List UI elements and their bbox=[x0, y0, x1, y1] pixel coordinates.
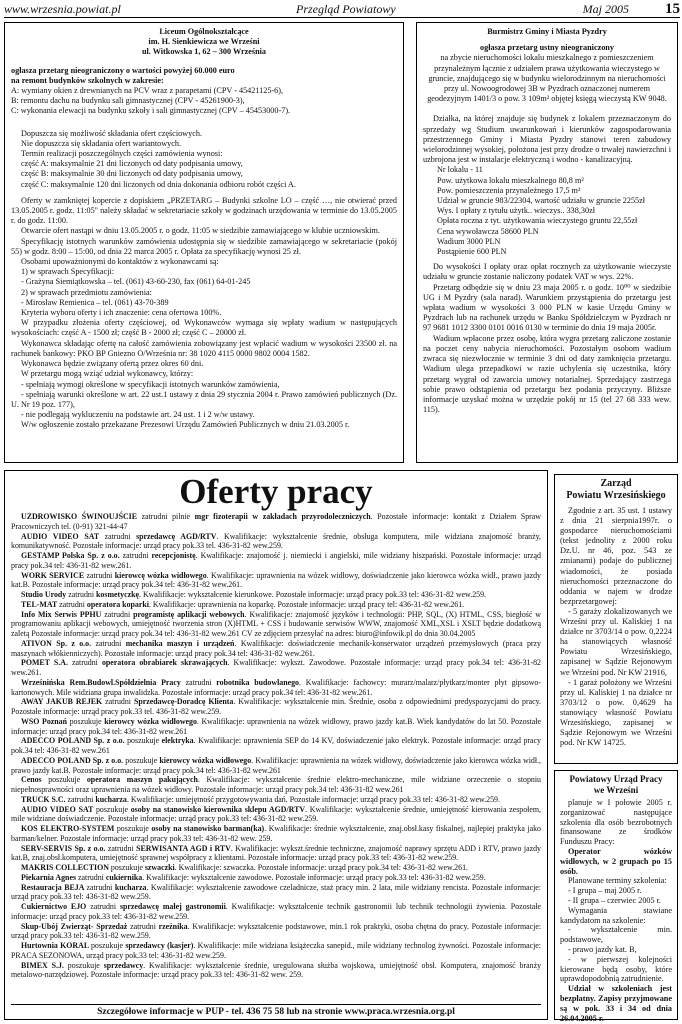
tender-text: Osobami upoważnionymi do kontaktów z wykonawcami są: bbox=[21, 257, 219, 267]
job-offer-item: ADECCO POLAND Sp. z o.o. poszukuje elektryka. Kwalifikacje: uprawnienia SEP do 14 KV, doświadczenie jako elektryk. Pozostałe informacje: urząd pracy pok.34 tel: 436-31-82 wew.261 bbox=[11, 736, 541, 755]
fact-line: Cena wywoławcza 58600 PLN bbox=[437, 226, 539, 236]
tender-text: Specyfikację istotnych warunków zamówienia udostępnia się w siedzibie zamawiającego w sekretariacie (pokój 55) w godz. 8:00 – 15:00, od dnia 22 marca 2005 r. Opłata za specyfikację wynosi 25 zł. bbox=[11, 236, 397, 256]
tender-text: 1) w sprawach Specyfikacji: bbox=[21, 267, 114, 277]
job-offer-item: WSO Poznań poszukuje kierowcy wózka widłowego. Kwalifikacje: uprawnienia na wózek widłowy, prawo jazdy kat.B. Wiek kandydatów do lat 50. Pozostałe informacje: urząd pracy pok.34 tel: 436-31-82 wew.261 bbox=[11, 716, 542, 736]
tender-text: Otwarcie ofert nastąpi w dniu 13.05.2005 r. o godz. 11:05 w siedzibie zamawiającego w klubie uczniowskim. bbox=[21, 226, 380, 236]
job-offer-item: KOS ELEKTRO-SYSTEM poszukuje osoby na stanowisko barman(ka). Kwalifikacje: średnie wykształcenie, znaj.obsł.kasy fiskalnej, najlepiej praktyka jako barman/kelner. Pozostałe informacje: urząd pracy pok.33 tel: 436-31-82 wew. 259. bbox=[11, 824, 541, 843]
urzad-paragraph: - wykształcenie min. podstawowe, bbox=[560, 925, 672, 945]
job-offer-item: Piekarnia Agnes zatrudni cukiernika. Kwalifikacje: wykształcenie zawodowe. Pozostałe informacje: urząd pracy pok.33 tel: 436-31-82 wew.259. bbox=[21, 872, 486, 882]
tender-text: W przypadku złożenia oferty częściowej, od Wykonawców wymaga się wpłaty wadium w następujących wysokościach: część A - 1500 zł; część B - 2000 zł; część C – 20000 zł. bbox=[11, 318, 397, 338]
zarzad-text bbox=[560, 506, 672, 748]
job-offers-title: Oferty pracy bbox=[179, 472, 373, 511]
tender-text: Kryteria wyboru oferty i ich znaczenie: cena ofertowa 100%. bbox=[21, 308, 222, 318]
page-number: 15 bbox=[665, 1, 680, 17]
notice-right-lead: na zbycie nieruchomości lokalu mieszkalnego z pomieszczeniem przynależnym łącznie z udziałem prawa użytkowania wieczystego w gruncie, znajdującego się w budynku wielorodzinnym na nieruchomości przy ul. Nowoogrodowej 3B w Pyzdrach oznaczonej numerem geodezyjnym 1401/3 o pow. 3 109m² objętej księgą wieczystą KW 9048. bbox=[427, 53, 667, 104]
tender-text: Oferty w zamkniętej kopercie z dopiskiem „PRZETARG – Budynki szkolne LO – część …, nie otwierać przed 13.05.2005 r. godz. 11:05" należy składać w sekretariacie szkoły w godzinach urzędowania w terminie do 13.05.2005 r. do godz. 11:00. bbox=[11, 195, 397, 226]
fact-line: Wadium 3000 PLN bbox=[437, 236, 501, 246]
school-address: ul. Witkowska 1, 62 – 300 Września bbox=[141, 47, 267, 57]
fact-line: Nr lokalu - 11 bbox=[437, 165, 483, 175]
notice-right-paragraph: Działka, na której znajduje się budynek z lokalem przeznaczonym do sprzedaży wg Studium uwarunkowań i kierunków zagospodarowania przestrzennego Gminy i Miasta Pyzdry stanowi teren zabudowy wielorodzinnej wysokiej, położona jest przy drodze o trwałej nawierzchni i uzbrojona jest w instalacje elektryczną i wodno - kanalizacyjną. bbox=[423, 114, 671, 165]
job-offer-item: AWAY JAKUB REJEK zatrudni Sprzedawcę-Doradcę Klienta. Kwalifikacje: wykształcenie min. Średnie, osoba z odpowiednimi predyspozycjami do pracy. Pozostałe informacje: urząd pracy pok.33 tel. 436-31-82 wew.259. bbox=[11, 697, 542, 716]
fact-line: Postąpienie 600 PLN bbox=[437, 247, 507, 257]
zarzad-title-line: Zarząd bbox=[600, 478, 632, 489]
job-offer-item: MAKRIS COLLECTION poszukuje szwaczki. Kwalifikacje: szwaczka. Pozostałe informacje: urząd pracy pok.34 tel: 436-31-82 wew.261. bbox=[21, 863, 468, 872]
job-offer-item: Info Mix Serwis PPHU zatrudni programistę aplikacji webowych. Kwalifikacje: znajomość języków i technologii: PHP, SQL, (X) HTML, CSS, biegłość w programowaniu aplikacji webowych, umiejętność tworzenia stron (X)HTML + CSS i budowanie serwisów WWW, znajomość XML,XSL i XSLT będzie dodatkową zaletą Pozostałe informacje: urząd pracy pok.34 tel: 436-31-82 wew.261 CV ze zdjęciem przesyłać na adres: biuro@infowik.pl do dnia 30.04.2005 bbox=[11, 609, 542, 638]
tender-part-a: A: wymiany okien z drewnianych na PCV wraz z parapetami (CPV - 45421125-6), bbox=[11, 86, 284, 96]
tender-text: Dopuszcza się możliwość składania ofert częściowych. bbox=[21, 128, 202, 138]
tender-text: W przetargu mogą wziąć udział wykonawcy, którzy: bbox=[21, 369, 194, 379]
zarzad-notice bbox=[554, 474, 678, 764]
tender-text: 2) w sprawach przedmiotu zamówienia: bbox=[21, 287, 152, 297]
job-offers-footer: Szczegółowe informacje w PUP - tel. 436 75 58 lub na stronie www.praca.wrzesnia.org.pl bbox=[11, 1004, 541, 1017]
urzad-paragraph: - I grupa – maj 2005 r. bbox=[568, 886, 642, 896]
urzad-paragraph: planuje w I połowie 2005 r. zorganizować następujące szkolenia dla osób bezrobotnych finansowane ze środków Funduszu Pracy: bbox=[560, 798, 672, 847]
job-offer-item: TRUCK S.C. zatrudni kucharza. Kwalifikacje: umiejętność przygotowywania dań. Pozostałe informacje: urząd pracy pok.33 tel: 436-31-82 wew.259. bbox=[21, 794, 500, 804]
tender-text: część A: maksymalnie 21 dni liczonych od daty podpisania umowy, bbox=[21, 159, 243, 169]
job-offer-item: SERV-SERVIS Sp. z o.o. zatrudni SERWISANTA AGD i RTV. Kwalifikacje: wykszt.średnie techniczne, znajomość naprawy sprzętu ADD i RTV, prawo jazdy kat.B, znaj.obsł.komputera, umiejętność sprawnej współpracy z klientami. Pozostałe informacje: urząd pracy pok.33 tel: 436-31-82 wew.259. bbox=[11, 843, 541, 863]
notice-right-paragraph: Do wysokości I opłaty oraz opłat rocznych za użytkowanie wieczyste udziału w gruncie zostanie naliczony podatek VAT w wys. 22%. bbox=[423, 262, 671, 282]
notice-lo-tender bbox=[4, 22, 404, 463]
urzad-pracy-notice bbox=[554, 770, 678, 1023]
zarzad-title bbox=[560, 478, 672, 502]
notice-right-paragraph: Wadium wpłacone przez osobę, która wygra przetarg zaliczone zostanie na poczet ceny nabycia nieruchomości. Pozostałym osobom wadium zwraca się niezwłocznie w terminie 3 dni od daty zamknięcia przetargu. Wadium ulega przepadkowi w razie uchylenia się uczestnika, który przetarg wygrał od zawarcia umowy notarialnej. Sprzedający zastrzega sobie prawo odstąpienia od przetargu bez podania przyczyny. Bliższe informacje uzyskać można w urzędzie pokój nr 15 (tel 27 68 333 wew. 115). bbox=[423, 333, 671, 415]
urzad-paragraph: - w pierwszej kolejności kierowane będą osoby, które uprawdopodobnią zatrudnienie. bbox=[560, 954, 672, 984]
header-publication: Przegląd Powiatowy bbox=[296, 2, 396, 16]
job-offer-item: GESTAMP Polska Sp. z o.o. zatrudni recepcjonistę. Kwalifikacje: znajomość j. niemiecki i angielski, mile widziany hiszpański. Pozostałe informacje: urząd pracy pok.34 tel: 436-31-82 wew.261. bbox=[11, 551, 542, 570]
tender-part-c: C: wykonania elewacji na budynku szkoły i sali gimnastycznej (CPV – 45453000-7). bbox=[11, 106, 291, 116]
school-patron: im. H. Sienkiewicza we Wrześni bbox=[148, 37, 260, 47]
urzad-title-line: Powiatowy Urząd Pracy bbox=[569, 774, 663, 784]
job-offer-item: Cukiernictwo EJO zatrudni sprzedawcę małej gastronomii. Kwalifikacje: wykształcenie technik gastronomii lub technik technologii żywienia. Pozostałe informacje: urząd pracy pok.33 tel: 436-31-82 wew.259. bbox=[11, 902, 541, 921]
header-month: Maj 2005 bbox=[582, 2, 629, 16]
notice-pyzdry-tender bbox=[416, 22, 678, 463]
urzad-text bbox=[560, 798, 672, 1023]
job-offer-item: ADECCO POLAND Sp. z o.o. poszukuje kierowcy wózka widłowego. Kwalifikacje: uprawnienia na wózek widłowy, doświadczenie jako kierowca wózka widł., prawo jazdy kat.B. Pozostałe informacje: urząd pracy pok.34 tel: 436-31-82 wew.261 bbox=[11, 755, 541, 775]
fact-line: Pow. pomieszczenia przynależnego 17,5 m² bbox=[437, 185, 581, 195]
header-right bbox=[583, 1, 680, 18]
fact-line: Wys. I opłaty z tytułu użytk.. wieczys.. 338,30zł bbox=[437, 206, 595, 216]
tender-text: Wykonawca składając ofertę na całość zamówienia zobowiązany jest wpłacić wadium w wysokości 23500 zł. na rachunek bankowy: PKO BP Gniezno O/Września nr: 38 1020 4115 0000 9802 0004 1582. bbox=[11, 338, 397, 358]
tender-text: - nie podlegają wykluczeniu na podstawie art. 24 ust. 1 i 2 w/w ustawy. bbox=[21, 410, 255, 420]
urzad-paragraph: Wymagania stawiane kandydatom na szkolenie: bbox=[560, 905, 672, 925]
urzad-paragraph: - II grupa – czerwiec 2005 r. bbox=[568, 895, 661, 905]
job-offer-item: Studio Urody zatrudni kosmetyczkę. Kwalifikacje: wykształcenie kierunkowe. Pozostałe informacje: urząd pracy pok.33 tel: 436-31-82 wew.259. bbox=[21, 590, 486, 599]
urzad-title bbox=[560, 774, 672, 796]
job-offer-item: UZDROWISKO ŚWINOUJŚCIE zatrudni pilnie mgr fizoterapii w zakładach przyrodoleczniczych. Pozostałe informacje: kontakt z Działem Spraw Pracowniczych tel. (0-91) 321-44-47 bbox=[11, 512, 541, 531]
fact-line: Pow. użytkowa lokalu mieszkalnego 80,8 m² bbox=[437, 175, 584, 185]
job-offer-item: Hurtownia KORAL poszukuje sprzedawcy (kasjer). Kwalifikacje: mile widziana książeczka sanepid., mile widziany technolog żywności. Pozostałe informacje: PRACA SEZONOWA, urząd pracy pok.33 tel: 436-31-82 wew.259. bbox=[11, 941, 542, 960]
zarzad-paragraph: - 5 garaży zlokalizowanych we Wrześni przy ul. Kaliskiej 1 na działce nr 3703/14 o pow. 0,2224 ha stanowiących własność Powiatu Wrzesińskiego, zapisanej w Sądzie Rejonowym we Wrześni pod. Nr KW 21916, bbox=[560, 606, 672, 677]
fact-line: Opłata roczna z tyt. użytkowania wieczystego gruntu 22,55zł bbox=[437, 216, 638, 226]
job-offer-item: AUDIO VIDEO SAT poszukuje osoby na stanowisko kierownika sklepu AGD/RTV. Kwalifikacje: wykształcenie średnie, umiejętność kierowania zespołem, mile widziane doświadczenie. Pozostałe informacje: urząd pracy pok.33 tel: 436-31-82 wew.259. bbox=[11, 804, 541, 824]
job-offer-item: WORK SERVICE zatrudni kierowcę wózka widłowego. Kwalifikacje: uprawnienia na wózek widłowy, doświadczenie jako kierowca wózka widł., prawo jazdy kat.B. Pozostałe informacje: urząd pracy pok.34 tel: 436-31-82 wew.261. bbox=[11, 570, 541, 590]
job-offer-item: ATIVON Sp. z o.o. zatrudni mechanika maszyn i urządzeń. Kwalifikacje: doświadczenie mechanik-konserwator urządzeń przemysłowych (praca przy maszynach włókienniczych). Pozostałe informacje: urząd pracy pok.34 tel: 436-31-82 wew.261. bbox=[11, 638, 541, 658]
school-name: Liceum Ogólnokształcące bbox=[159, 27, 249, 36]
urzad-paragraph: Operator wózków widłowych, w 2 grupach po 15 osób. bbox=[560, 846, 672, 876]
urzad-paragraph: Udział w szkoleniach jest bezpłatny. Zapisy przyjmowane są w pok. 33 i 34 od dnia 26.04.2005 r. bbox=[560, 984, 672, 1023]
job-offers-section bbox=[4, 470, 548, 1020]
tender-scope: na remont budynków szkolnych w zakresie: bbox=[11, 75, 164, 85]
tender-text: - Grażyna Siemiątkowska – tel. (061) 43-60-230, fax (061) 64-01-245 bbox=[21, 277, 251, 287]
zarzad-paragraph: - 1 garaż położony we Wrześni przy ul. Kaliskiej 1 na działce nr 3703/12 o pow. 0,4629 ha stanowiący własność Powiatu Wrzesińskiego, zapisanej w Sądzie Rejonowym we Wrześni pod. Nr KW 14725. bbox=[560, 677, 672, 748]
tender-text: W/w ogłoszenie zostało przekazane Prezesowi Urzędu Zamówień Publicznych w dniu 21.03.2005 r. bbox=[21, 420, 350, 430]
zarzad-paragraph: Zgodnie z art. 35 ust. 1 ustawy z dnia 21 sierpnia1997r. o gospodarce nieruchomościami (tekst jednolity z 2000 roku Dz.U. nr 46, poz. 543 ze zmianami) podaje do publicznej wiadomości, że posiada nieruchomości przeznaczone do oddania w najem w drodze bezprzetargowej: bbox=[560, 506, 672, 606]
job-offer-item: Cenos poszukuje operatora maszyn pakujących. Kwalifikacje: wykształcenie średnie elektro-mechaniczne, mile widziane orzeczenie o stopniu niepełnosprawności oraz uprawnienia na wózek widłowy. Pozostałe informacje: urząd pracy pok.34 tel: 436-31-82 wew.261 bbox=[11, 775, 542, 794]
notice-right-title: Burmistrz Gminy i Miasta Pyzdry bbox=[487, 27, 607, 36]
property-facts bbox=[423, 165, 671, 257]
job-offers-list bbox=[11, 512, 541, 980]
header-url: www.wrzesnia.powiat.pl bbox=[4, 2, 121, 16]
tender-text: część C: maksymalnie 120 dni liczonych od dnia dokonania odbioru robót części A. bbox=[21, 179, 296, 189]
job-offer-item: BIMEX S.J. poszukuje sprzedawcy. Kwalifikacje: wykształcenie średnie, uregulowana służba wojskowa, umiejętność obsł. Komputera, znajomość branży metalowo-narzędziowej. Pozostałe informacje: urząd pracy pok.33 tel: 436-31-82 wew. 259. bbox=[11, 960, 542, 980]
job-offer-item: AUDIO VIDEO SAT zatrudni sprzedawcę AGD/RTV. Kwalifikacje: wykształcenie średnie, obsługa komputera, mile widziana znajomość branży, komunikatywność. Pozostałe informacje: urząd pracy pok.33 tel. 436-31-82 wew.259. bbox=[11, 531, 541, 551]
tender-text: - Mirosław Remienica – tel. (061) 43-70-389 bbox=[21, 297, 169, 307]
job-offer-item: Wrześnińska Rem.Budowl.Spółdzielnia Pracy zatrudni robotnika budowlanego. Kwalifikacje: fachowcy: murarz/malarz/płytkarz/monter płyt gipsowo-kartonowych. Mile widziana grupa inwalidzka. Pozostałe informacje: urząd pracy pok.34 tel: 436-31-82 wew.261. bbox=[11, 677, 541, 697]
tender-text: Termin realizacji poszczególnych części zamówienia wynosi: bbox=[21, 149, 223, 159]
job-offer-item: Skup-Ubój Zwierząt- Sprzedaż zatrudni rzeźnika. Kwalifikacje: wykształcenie podstawowe, min.1 rok praktyki, osoba chętna do pracy. Pozostałe informacje: urząd pracy pok.33 tel: 436-31-82 wew.259. bbox=[11, 921, 542, 941]
job-offer-item: POMET S.A. zatrudni operatora obrabiarek skrawających. Kwalifikacje: wykszt. Zawodowe. Pozostałe informacje: urząd pracy pok.34 tel: 436-31-82 wew.261. bbox=[11, 658, 541, 677]
zarzad-title-line: Powiatu Wrzesińskiego bbox=[566, 490, 666, 501]
tender-heading: ogłasza przetarg nieograniczony o wartości powyżej 60.000 euro bbox=[11, 65, 235, 75]
tender-text: - spełniają warunki określone w art. 22 ust.1 ustawy z dnia 29 stycznia 2004 r. Prawo zamówień publicznych (Dz. U. Nr 19 poz. 177), bbox=[11, 389, 397, 409]
tender-text: Nie dopuszcza się składania ofert wariantowych. bbox=[21, 138, 182, 148]
urzad-paragraph: Planowane terminy szkolenia: bbox=[568, 876, 667, 886]
urzad-title-line: we Wrześni bbox=[593, 785, 639, 795]
notice-right-lead-bold: ogłasza przetarg ustny nieograniczony bbox=[480, 43, 614, 53]
tender-text: Wykonawca będzie związany ofertą przez okres 60 dni. bbox=[21, 359, 204, 369]
tender-text: - spełniają wymogi określone w specyfikacji istotnych warunków zamówienia, bbox=[21, 379, 280, 389]
tender-text: część B: maksymalnie 30 dni liczonych od daty podpisania umowy, bbox=[21, 169, 243, 179]
page-header bbox=[4, 2, 680, 18]
urzad-paragraph: - prawo jazdy kat. B, bbox=[568, 944, 637, 954]
tender-part-b: B: remontu dachu na budynku sali gimnastycznej (CPV - 45261900-3), bbox=[11, 96, 245, 106]
job-offer-item: TEL-MAT zatrudni operatora koparki. Kwalifikacje: uprawnienia na koparkę. Pozostałe informacje: urząd pracy tel: 436-31-82 wew.261. bbox=[21, 599, 465, 609]
job-offer-item: Restauracja BEJA zatrudni kucharza. Kwalifikacje: wykształcenie zawodowe czeladnicze, staż pracy min. 2 lata, mile widziany rencista. Pozostałe informacje: urząd pracy pok.33 tel: 436-31-82 wew.259. bbox=[11, 882, 541, 902]
notice-right-paragraph: Przetarg odbędzie się w dniu 23 maja 2005 r. o godz. 10⁰⁰ w siedzibie UG i M Pyzdry (sala narad). Warunkiem przystąpienia do przetargu jest wpłata wadium w wysokości 3 000 PLN w kasie Urzędu Gminy w Pyzdrach lub na rachunek urzędu w Banku Spółdzielczym w Pyzdrach nr 97 9681 1012 3300 0101 0016 0130 w terminie do dnia 19 maja 2005r. bbox=[423, 282, 671, 333]
fact-line: Udział w gruncie 983/22304, wartość udziału w gruncie 2255zł bbox=[437, 196, 646, 206]
